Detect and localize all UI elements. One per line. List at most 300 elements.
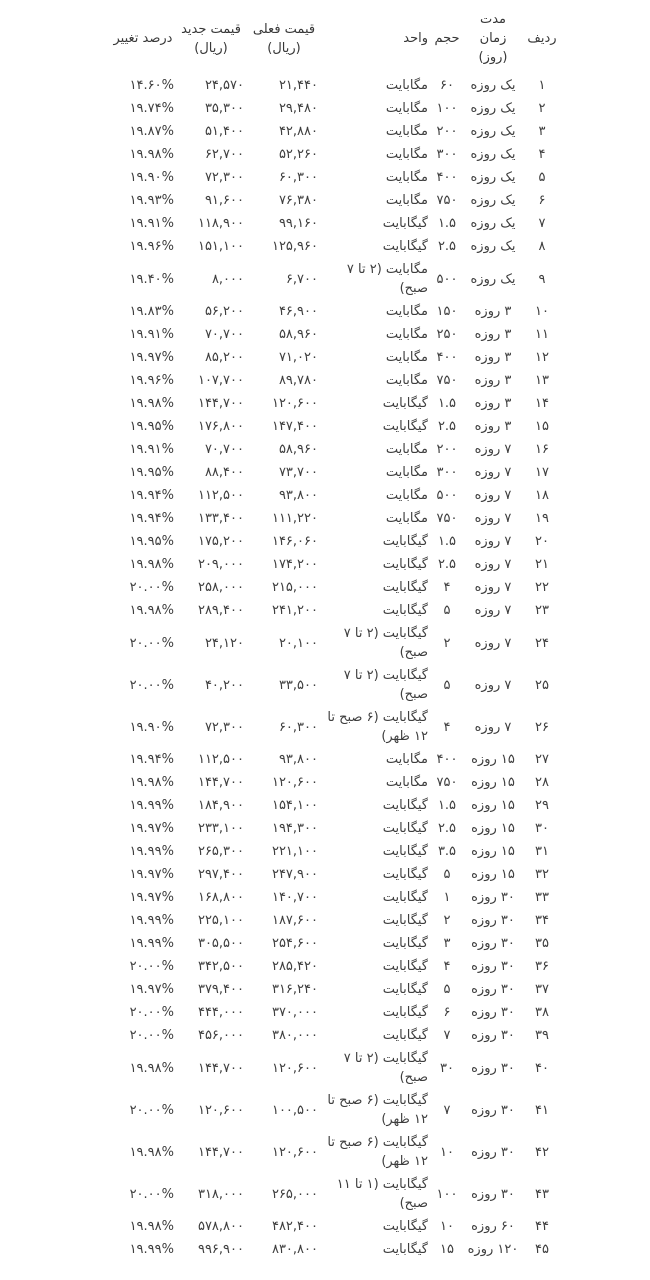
table-header	[110, 8, 562, 74]
cell-new_price: ۲۴,۵۷۰	[204, 78, 244, 93]
cell-unit: گیگابایت	[382, 913, 428, 928]
table-row	[110, 706, 562, 748]
table-row	[110, 771, 562, 794]
cell-new_price: ۱۲۰,۶۰۰	[197, 1102, 244, 1118]
cell-new_price: ۱۱۲,۵۰۰	[197, 488, 244, 503]
cell-current_price: ۶,۷۰۰	[285, 271, 318, 287]
cell-duration: ۱۵ روزه	[471, 867, 515, 882]
cell-current_price: ۸۳۰,۸۰۰	[271, 1242, 318, 1257]
cell-row_number: ۳۱	[535, 844, 549, 859]
cell-duration: ۳ روزه	[474, 419, 512, 434]
cell-unit: گیگابایت	[382, 534, 428, 549]
cell-duration: ۷ روزه	[474, 465, 512, 480]
cell-unit: گیگابایت	[382, 396, 428, 411]
col-header-percent-change: درصد تغییر	[113, 31, 173, 46]
col-header-row-number: ردیف	[527, 31, 557, 46]
cell-duration: ۳۰ روزه	[471, 1186, 515, 1202]
cell-percent_change: ۱۹.۴۰%	[129, 271, 174, 287]
cell-duration: یک روزه	[470, 239, 516, 254]
cell-new_price: ۲۵۸,۰۰۰	[197, 580, 244, 595]
cell-unit: مگابایت	[385, 193, 428, 208]
cell-duration: یک روزه	[470, 78, 516, 93]
internet-packages-price-table	[110, 8, 562, 1261]
cell-row_number: ۲۸	[535, 775, 549, 790]
cell-volume: ۲.۵	[437, 239, 457, 254]
cell-duration: یک روزه	[470, 101, 516, 116]
cell-current_price: ۹۹,۱۶۰	[278, 216, 318, 231]
cell-volume: ۳	[443, 936, 451, 951]
cell-volume: ۱.۵	[437, 216, 457, 231]
cell-row_number: ۱۵	[535, 419, 549, 434]
cell-current_price: ۱۷۴,۲۰۰	[271, 557, 318, 572]
cell-new_price: ۹۱,۶۰۰	[204, 193, 244, 208]
cell-current_price: ۱۴۷,۴۰۰	[271, 419, 318, 434]
cell-volume: ۴	[443, 719, 451, 735]
cell-volume: ۱۰	[440, 1144, 454, 1160]
cell-new_price: ۴۵۶,۰۰۰	[197, 1028, 244, 1043]
cell-unit: مگابایت	[385, 350, 428, 365]
cell-row_number: ۴۴	[535, 1219, 549, 1234]
cell-unit: گیگابایت	[382, 1005, 428, 1020]
table-row	[110, 392, 562, 415]
cell-new_price: ۹۹۶,۹۰۰	[197, 1242, 244, 1257]
cell-new_price: ۱۳۳,۴۰۰	[197, 511, 244, 526]
cell-current_price: ۹۳,۸۰۰	[278, 488, 318, 503]
col-header-unit: واحد	[403, 31, 428, 46]
cell-new_price: ۱۴۴,۷۰۰	[197, 1060, 244, 1076]
cell-volume: ۳۰۰	[436, 465, 458, 480]
cell-new_price: ۱۷۵,۲۰۰	[197, 534, 244, 549]
cell-volume: ۲۵۰	[436, 327, 458, 342]
cell-duration: ۱۵ روزه	[471, 844, 515, 859]
table-row	[110, 909, 562, 932]
cell-current_price: ۲۵۴,۶۰۰	[271, 936, 318, 951]
cell-current_price: ۴۲,۸۸۰	[278, 124, 318, 139]
table-row	[110, 323, 562, 346]
table-row	[110, 794, 562, 817]
cell-unit: گیگابایت	[382, 982, 428, 997]
cell-volume: ۱۰۰	[436, 101, 458, 116]
cell-row_number: ۱۲	[535, 350, 549, 365]
cell-row_number: ۲۹	[535, 798, 549, 813]
cell-unit: گیگابایت	[382, 867, 428, 882]
cell-volume: ۵	[443, 603, 451, 618]
cell-percent_change: ۱۹.۹۵%	[129, 465, 174, 480]
cell-percent_change: ۱۹.۹۸%	[129, 603, 174, 618]
cell-volume: ۱۰	[440, 1219, 454, 1234]
cell-row_number: ۸	[538, 239, 546, 254]
cell-new_price: ۲۹۷,۴۰۰	[197, 867, 244, 882]
cell-percent_change: ۱۹.۹۸%	[129, 1060, 174, 1076]
cell-unit: مگابایت	[385, 101, 428, 116]
col-header-volume: حجم	[434, 31, 460, 46]
cell-percent_change: ۱۹.۹۹%	[129, 1242, 174, 1257]
table-row	[110, 886, 562, 909]
cell-current_price: ۱۴۰,۷۰۰	[271, 890, 318, 905]
table-row	[110, 599, 562, 622]
cell-new_price: ۲۶۵,۳۰۰	[197, 844, 244, 859]
table-row	[110, 553, 562, 576]
cell-percent_change: ۱۹.۹۷%	[129, 821, 174, 836]
cell-new_price: ۱۸۴,۹۰۰	[197, 798, 244, 813]
cell-current_price: ۱۲۵,۹۶۰	[271, 239, 318, 254]
cell-percent_change: ۱۹.۹۴%	[129, 488, 174, 503]
cell-row_number: ۱۷	[535, 465, 549, 480]
col-header-new-price: قیمت جدید (ریال)	[181, 21, 241, 56]
cell-row_number: ۲۵	[535, 677, 549, 693]
cell-volume: ۴۰۰	[436, 752, 458, 767]
cell-row_number: ۱۰	[535, 304, 549, 319]
cell-duration: یک روزه	[470, 170, 516, 185]
cell-volume: ۶	[443, 1005, 451, 1020]
cell-new_price: ۱۴۴,۷۰۰	[197, 1144, 244, 1160]
cell-percent_change: ۱۹.۹۹%	[129, 844, 174, 859]
cell-percent_change: ۱۹.۹۸%	[129, 147, 174, 162]
cell-volume: ۶۰	[440, 78, 454, 93]
table-row	[110, 576, 562, 599]
cell-percent_change: ۲۰.۰۰%	[129, 1005, 174, 1020]
table-row	[110, 507, 562, 530]
cell-current_price: ۷۱,۰۲۰	[278, 350, 318, 365]
cell-current_price: ۱۱۱,۲۲۰	[271, 511, 318, 526]
cell-volume: ۷	[443, 1028, 451, 1043]
table-row	[110, 1089, 562, 1131]
cell-unit: مگابایت	[385, 775, 428, 790]
cell-unit: گیگابایت	[382, 419, 428, 434]
table-row	[110, 1215, 562, 1238]
cell-row_number: ۴	[538, 147, 546, 162]
cell-new_price: ۲۴,۱۲۰	[204, 635, 244, 651]
cell-unit: مگابایت	[385, 147, 428, 162]
cell-current_price: ۳۳,۵۰۰	[278, 677, 318, 693]
table-row	[110, 1173, 562, 1215]
cell-volume: ۲	[443, 635, 451, 651]
cell-row_number: ۱۱	[535, 327, 549, 342]
cell-new_price: ۳۵,۳۰۰	[204, 101, 244, 116]
cell-row_number: ۲۷	[535, 752, 549, 767]
table-row	[110, 166, 562, 189]
cell-unit: گیگابایت	[382, 1242, 428, 1257]
cell-unit: مگابایت	[385, 124, 428, 139]
cell-duration: ۶۰ روزه	[471, 1219, 515, 1234]
cell-volume: ۷	[443, 1102, 451, 1118]
cell-percent_change: ۱۹.۹۷%	[129, 890, 174, 905]
cell-row_number: ۱	[538, 78, 546, 93]
cell-unit: مگابایت	[385, 465, 428, 480]
cell-row_number: ۳۰	[535, 821, 549, 836]
cell-unit: گیگابایت	[382, 798, 428, 813]
cell-row_number: ۳۸	[535, 1005, 549, 1020]
cell-percent_change: ۱۹.۸۳%	[129, 304, 174, 319]
cell-duration: ۱۵ روزه	[471, 798, 515, 813]
table-row	[110, 530, 562, 553]
cell-duration: ۳ روزه	[474, 396, 512, 411]
cell-unit: مگابایت	[385, 752, 428, 767]
table-row	[110, 189, 562, 212]
cell-unit: گیگابایت (۲ تا ۷ صبح)	[343, 1051, 428, 1085]
table-row	[110, 1024, 562, 1047]
cell-current_price: ۲۲۱,۱۰۰	[271, 844, 318, 859]
cell-percent_change: ۱۹.۹۴%	[129, 752, 174, 767]
cell-percent_change: ۱۹.۹۱%	[129, 216, 174, 231]
cell-row_number: ۲۴	[535, 635, 549, 651]
table-row	[110, 748, 562, 771]
cell-volume: ۲.۵	[437, 419, 457, 434]
cell-duration: یک روزه	[470, 193, 516, 208]
cell-percent_change: ۱۹.۹۸%	[129, 1144, 174, 1160]
cell-volume: ۱	[443, 890, 451, 905]
cell-row_number: ۵	[538, 170, 546, 185]
cell-row_number: ۴۵	[535, 1242, 549, 1257]
table-row	[110, 143, 562, 166]
cell-volume: ۷۵۰	[436, 193, 458, 208]
cell-volume: ۲۰۰	[436, 124, 458, 139]
cell-duration: ۳۰ روزه	[471, 936, 515, 951]
cell-new_price: ۷۰,۷۰۰	[204, 442, 244, 457]
cell-volume: ۱۵۰	[436, 304, 458, 319]
cell-new_price: ۱۵۱,۱۰۰	[197, 239, 244, 254]
cell-volume: ۱.۵	[437, 396, 457, 411]
cell-current_price: ۱۲۰,۶۰۰	[271, 1144, 318, 1160]
cell-current_price: ۱۲۰,۶۰۰	[271, 396, 318, 411]
cell-percent_change: ۱۹.۹۵%	[129, 419, 174, 434]
cell-unit: گیگابایت	[382, 844, 428, 859]
cell-duration: ۳ روزه	[474, 304, 512, 319]
cell-volume: ۲۰۰	[436, 442, 458, 457]
cell-percent_change: ۲۰.۰۰%	[129, 580, 174, 595]
cell-duration: ۳۰ روزه	[471, 1102, 515, 1118]
cell-row_number: ۳۹	[535, 1028, 549, 1043]
cell-row_number: ۴۰	[535, 1060, 549, 1076]
cell-percent_change: ۲۰.۰۰%	[129, 1028, 174, 1043]
cell-row_number: ۳۶	[535, 959, 549, 974]
cell-duration: ۳۰ روزه	[471, 1005, 515, 1020]
cell-percent_change: ۱۹.۹۸%	[129, 775, 174, 790]
cell-current_price: ۲۴۷,۹۰۰	[271, 867, 318, 882]
cell-duration: ۳۰ روزه	[471, 890, 515, 905]
cell-new_price: ۷۲,۳۰۰	[204, 170, 244, 185]
cell-duration: ۷ روزه	[474, 603, 512, 618]
cell-volume: ۱.۵	[437, 534, 457, 549]
cell-row_number: ۴۲	[535, 1144, 549, 1160]
cell-duration: ۳ روزه	[474, 327, 512, 342]
cell-row_number: ۹	[538, 271, 546, 287]
cell-new_price: ۲۲۵,۱۰۰	[197, 913, 244, 928]
cell-row_number: ۴۱	[535, 1102, 549, 1118]
cell-new_price: ۴۰,۲۰۰	[204, 677, 244, 693]
cell-row_number: ۱۹	[535, 511, 549, 526]
cell-new_price: ۱۱۸,۹۰۰	[197, 216, 244, 231]
cell-percent_change: ۱۹.۹۴%	[129, 511, 174, 526]
cell-percent_change: ۱۹.۹۶%	[129, 239, 174, 254]
cell-percent_change: ۱۹.۹۸%	[129, 557, 174, 572]
cell-duration: ۱۵ روزه	[471, 775, 515, 790]
cell-row_number: ۲	[538, 101, 546, 116]
cell-new_price: ۲۳۳,۱۰۰	[197, 821, 244, 836]
cell-volume: ۴۰۰	[436, 350, 458, 365]
cell-current_price: ۷۳,۷۰۰	[278, 465, 318, 480]
cell-current_price: ۸۹,۷۸۰	[278, 373, 318, 388]
table-row	[110, 1047, 562, 1089]
cell-current_price: ۶۰,۳۰۰	[278, 719, 318, 735]
cell-volume: ۱۰۰	[436, 1186, 458, 1202]
cell-percent_change: ۱۹.۹۸%	[129, 1219, 174, 1234]
header-row	[110, 8, 562, 74]
cell-current_price: ۲۹,۴۸۰	[278, 101, 318, 116]
cell-percent_change: ۲۰.۰۰%	[129, 1102, 174, 1118]
cell-new_price: ۸۸,۴۰۰	[204, 465, 244, 480]
cell-current_price: ۱۵۴,۱۰۰	[271, 798, 318, 813]
cell-row_number: ۳۵	[535, 936, 549, 951]
cell-volume: ۴	[443, 959, 451, 974]
table-row	[110, 1238, 562, 1261]
cell-unit: گیگابایت	[382, 603, 428, 618]
table-row	[110, 1001, 562, 1024]
cell-unit: گیگابایت (۶ صبح تا ۱۲ ظهر)	[327, 710, 428, 744]
cell-row_number: ۲۰	[535, 534, 549, 549]
table-row	[110, 415, 562, 438]
table-row	[110, 212, 562, 235]
cell-volume: ۵	[443, 677, 451, 693]
table-row	[110, 97, 562, 120]
cell-new_price: ۱۴۴,۷۰۰	[197, 775, 244, 790]
cell-duration: ۳ روزه	[474, 350, 512, 365]
cell-unit: گیگابایت	[382, 239, 428, 254]
cell-percent_change: ۱۹.۹۰%	[129, 719, 174, 735]
cell-volume: ۳۰۰	[436, 147, 458, 162]
cell-volume: ۳۰	[440, 1060, 454, 1076]
cell-current_price: ۲۰,۱۰۰	[278, 635, 318, 651]
cell-volume: ۴	[443, 580, 451, 595]
table-row	[110, 300, 562, 323]
cell-new_price: ۲۸۹,۴۰۰	[197, 603, 244, 618]
cell-duration: ۷ روزه	[474, 719, 512, 735]
cell-percent_change: ۱۹.۹۳%	[129, 193, 174, 208]
cell-new_price: ۱۷۶,۸۰۰	[197, 419, 244, 434]
cell-current_price: ۹۳,۸۰۰	[278, 752, 318, 767]
cell-unit: مگابایت	[385, 488, 428, 503]
cell-volume: ۷۵۰	[436, 775, 458, 790]
cell-row_number: ۶	[538, 193, 546, 208]
cell-percent_change: ۱۹.۸۷%	[129, 124, 174, 139]
cell-row_number: ۲۱	[535, 557, 549, 572]
cell-current_price: ۲۸۵,۴۲۰	[271, 959, 318, 974]
cell-current_price: ۱۲۰,۶۰۰	[271, 1060, 318, 1076]
cell-new_price: ۵۱,۴۰۰	[204, 124, 244, 139]
cell-percent_change: ۱۹.۹۸%	[129, 396, 174, 411]
cell-duration: ۳۰ روزه	[471, 959, 515, 974]
col-header-current-price: قیمت فعلی (ریال)	[252, 21, 316, 56]
cell-new_price: ۴۴۴,۰۰۰	[197, 1005, 244, 1020]
cell-unit: گیگابایت	[382, 557, 428, 572]
cell-row_number: ۱۴	[535, 396, 549, 411]
cell-new_price: ۸۵,۲۰۰	[204, 350, 244, 365]
cell-current_price: ۴۶,۹۰۰	[278, 304, 318, 319]
cell-current_price: ۱۸۷,۶۰۰	[271, 913, 318, 928]
table-row	[110, 258, 562, 300]
cell-percent_change: ۱۹.۹۹%	[129, 913, 174, 928]
table-body	[110, 74, 562, 1261]
cell-volume: ۲	[443, 913, 451, 928]
cell-unit: مگابایت	[385, 170, 428, 185]
cell-current_price: ۵۸,۹۶۰	[278, 442, 318, 457]
cell-duration: ۱۲۰ روزه	[467, 1242, 519, 1257]
cell-duration: ۷ روزه	[474, 511, 512, 526]
cell-duration: ۷ روزه	[474, 580, 512, 595]
cell-row_number: ۳۷	[535, 982, 549, 997]
cell-volume: ۵	[443, 867, 451, 882]
cell-volume: ۷۵۰	[436, 511, 458, 526]
cell-current_price: ۲۶۵,۰۰۰	[271, 1186, 318, 1202]
cell-new_price: ۳۰۵,۵۰۰	[197, 936, 244, 951]
cell-volume: ۴۰۰	[436, 170, 458, 185]
cell-current_price: ۵۲,۲۶۰	[278, 147, 318, 162]
cell-new_price: ۸,۰۰۰	[211, 271, 244, 287]
cell-percent_change: ۲۰.۰۰%	[129, 1186, 174, 1202]
cell-unit: گیگابایت (۱ تا ۱۱ صبح)	[336, 1177, 428, 1211]
cell-new_price: ۳۷۹,۴۰۰	[197, 982, 244, 997]
cell-current_price: ۲۱,۴۴۰	[278, 78, 318, 93]
cell-volume: ۲.۵	[437, 557, 457, 572]
cell-unit: گیگابایت (۲ تا ۷ صبح)	[343, 668, 428, 702]
cell-new_price: ۳۴۲,۵۰۰	[197, 959, 244, 974]
cell-duration: یک روزه	[470, 147, 516, 162]
cell-row_number: ۱۳	[535, 373, 549, 388]
cell-percent_change: ۱۹.۹۶%	[129, 373, 174, 388]
cell-unit: مگابایت	[385, 78, 428, 93]
cell-current_price: ۶۰,۳۰۰	[278, 170, 318, 185]
cell-current_price: ۱۰۰,۵۰۰	[271, 1102, 318, 1118]
cell-row_number: ۳۲	[535, 867, 549, 882]
cell-current_price: ۵۸,۹۶۰	[278, 327, 318, 342]
cell-row_number: ۴۳	[535, 1186, 549, 1202]
cell-row_number: ۱۸	[535, 488, 549, 503]
cell-unit: گیگابایت	[382, 936, 428, 951]
cell-duration: ۳۰ روزه	[471, 1060, 515, 1076]
cell-duration: ۳۰ روزه	[471, 1028, 515, 1043]
cell-volume: ۱.۵	[437, 798, 457, 813]
cell-percent_change: ۱۹.۹۵%	[129, 534, 174, 549]
cell-percent_change: ۲۰.۰۰%	[129, 959, 174, 974]
cell-duration: ۷ روزه	[474, 488, 512, 503]
cell-unit: گیگابایت	[382, 959, 428, 974]
cell-current_price: ۲۴۱,۲۰۰	[271, 603, 318, 618]
cell-duration: ۷ روزه	[474, 557, 512, 572]
cell-unit: گیگابایت	[382, 580, 428, 595]
cell-new_price: ۱۶۸,۸۰۰	[197, 890, 244, 905]
cell-duration: ۷ روزه	[474, 442, 512, 457]
cell-unit: مگابایت	[385, 327, 428, 342]
cell-percent_change: ۱۹.۹۷%	[129, 350, 174, 365]
cell-unit: مگابایت	[385, 373, 428, 388]
cell-new_price: ۵۷۸,۸۰۰	[197, 1219, 244, 1234]
cell-current_price: ۲۱۵,۰۰۰	[271, 580, 318, 595]
table-row	[110, 120, 562, 143]
col-header-duration-days: مدت زمان (روز)	[478, 12, 508, 65]
cell-current_price: ۳۷۰,۰۰۰	[271, 1005, 318, 1020]
table-row	[110, 1131, 562, 1173]
cell-row_number: ۷	[538, 216, 546, 231]
cell-duration: ۱۵ روزه	[471, 752, 515, 767]
cell-new_price: ۷۲,۳۰۰	[204, 719, 244, 735]
table-row	[110, 817, 562, 840]
table-row	[110, 932, 562, 955]
cell-percent_change: ۱۹.۹۷%	[129, 867, 174, 882]
cell-row_number: ۳	[538, 124, 546, 139]
cell-new_price: ۵۶,۲۰۰	[204, 304, 244, 319]
cell-unit: مگابایت	[385, 304, 428, 319]
table-row	[110, 461, 562, 484]
